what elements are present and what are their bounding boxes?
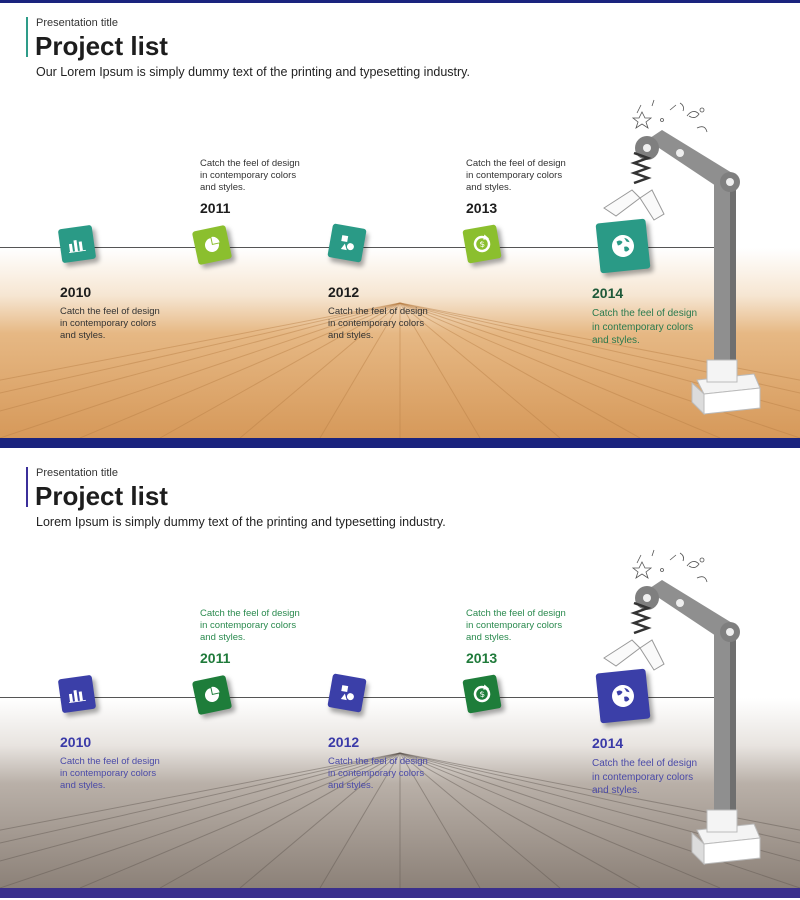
refresh-icon — [462, 674, 501, 713]
milestone-2014-desc: Catch the feel of design in contemporary colors and styles. — [592, 308, 698, 346]
milestone-2010-year: 2010 — [60, 734, 92, 750]
milestone-2010-year: 2010 — [60, 284, 92, 300]
presentation-kicker: Presentation title — [36, 467, 118, 479]
slide-2 — [0, 450, 800, 900]
milestone-2010-desc: Catch the feel of design in contemporary colors and styles. — [60, 306, 160, 341]
slide-subtitle: Lorem Ipsum is simply dummy text of the printing and typesetting industry. — [36, 515, 446, 529]
milestone-2010-desc: Catch the feel of design in contemporary colors and styles. — [60, 756, 160, 791]
shapes-icon — [327, 673, 366, 712]
robotic-arm-illustration — [592, 548, 762, 873]
milestone-2013-desc: Catch the feel of design in contemporary colors and styles. — [466, 608, 566, 643]
milestone-2012-desc: Catch the feel of design in contemporary colors and styles. — [328, 756, 428, 791]
milestone-2011-desc: Catch the feel of design in contemporary colors and styles. — [200, 158, 300, 193]
top-bar — [0, 450, 800, 453]
milestone-2012-year: 2012 — [328, 734, 360, 750]
title-accent-bar — [26, 467, 28, 507]
bar-chart-icon — [58, 675, 96, 713]
milestone-2011-year: 2011 — [200, 650, 231, 666]
milestone-2012-desc: Catch the feel of design in contemporary colors and styles. — [328, 306, 428, 341]
milestone-2013-desc: Catch the feel of design in contemporary colors and styles. — [466, 158, 566, 193]
slide-title: Project list — [35, 31, 168, 61]
pie-chart-icon — [192, 225, 232, 265]
refresh-icon — [462, 224, 501, 263]
svg-text:$: $ — [479, 689, 486, 700]
milestone-2014-year: 2014 — [592, 285, 624, 301]
bottom-bar — [0, 438, 800, 448]
milestone-2011-year: 2011 — [200, 200, 231, 216]
slide-subtitle: Our Lorem Ipsum is simply dummy text of the printing and typesetting industry. — [36, 65, 470, 79]
milestone-2014-year: 2014 — [592, 735, 624, 751]
milestone-2013-year: 2013 — [466, 650, 498, 666]
pie-chart-icon — [192, 675, 232, 715]
milestone-2012-year: 2012 — [328, 284, 360, 300]
bar-chart-icon — [58, 225, 96, 263]
slide-title: Project list — [35, 481, 168, 511]
milestone-2014-desc: Catch the feel of design in contemporary colors and styles. — [592, 758, 698, 796]
bottom-bar — [0, 888, 800, 898]
milestone-2013-year: 2013 — [466, 200, 498, 216]
shapes-icon — [327, 223, 366, 262]
presentation-kicker: Presentation title — [36, 17, 118, 29]
title-accent-bar — [26, 17, 28, 57]
milestone-2011-desc: Catch the feel of design in contemporary colors and styles. — [200, 608, 300, 643]
top-bar — [0, 0, 800, 3]
robotic-arm-illustration — [592, 98, 762, 423]
svg-text:$: $ — [479, 239, 486, 250]
